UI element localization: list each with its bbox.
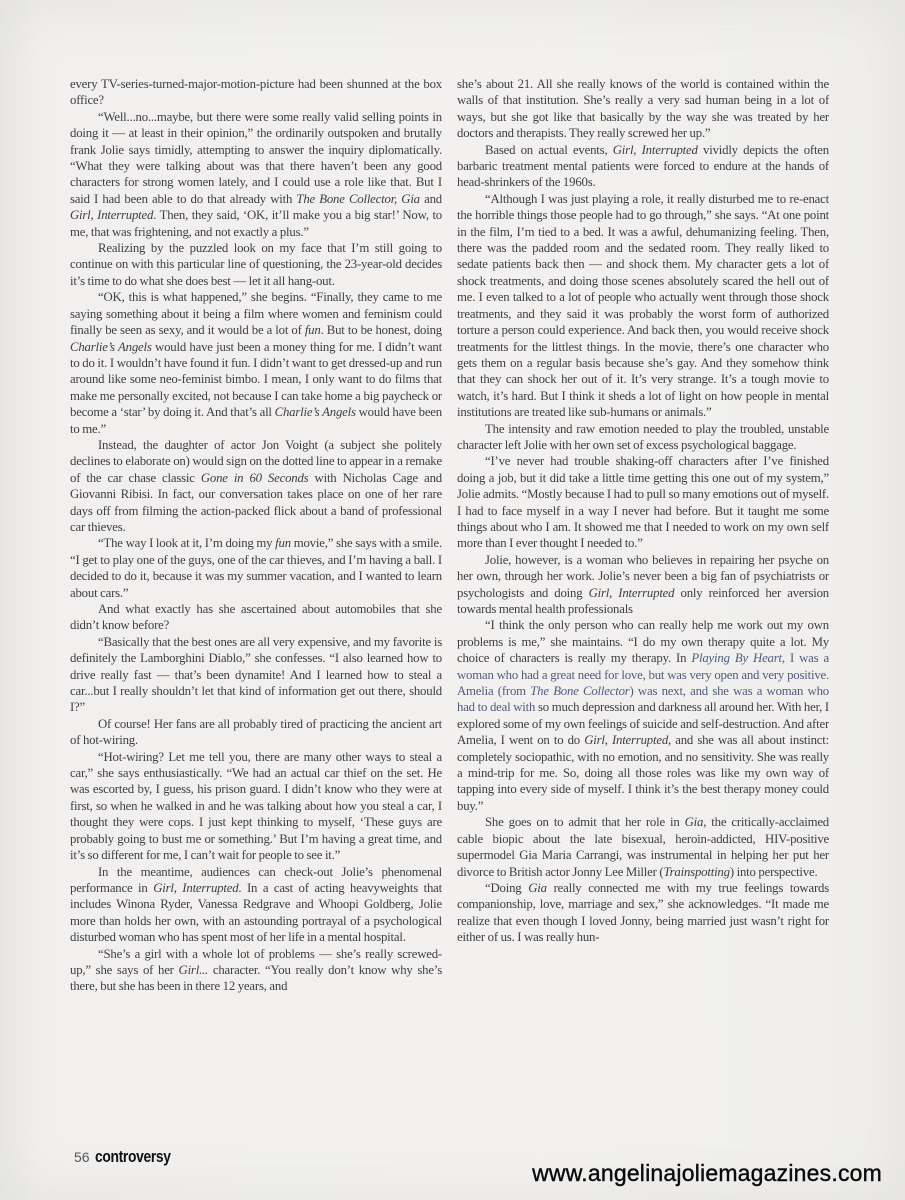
- italic-title-text: Playing By Heart: [691, 651, 782, 666]
- paragraph: [70, 289, 442, 437]
- paragraph: [70, 634, 442, 716]
- body-text: “Although I was just playing a role, it really disturbed me to re-enact the horrible things those people had to go through,” she says. “At one point in the film, I’m tied to a bed. It was a awful, dehumanizing feeling. Then, there was the padded room and the sedated room. They really liked to sedate patients back then — and shock them. My character gets a lot of shock treatments, and doing those scenes absolutely scared the hell out of me. I even talked to a lot of people who actually went through those shock treatments, and they said it was probably the worst form of authorized torture a person could experience. And back then, you would receive shock treatments for the littlest things. In the movie, there’s one character who gets them on a regular basis because she’s gay. And they somehow think that they can shock her out of it. It’s very strange. It’s a tough movie to watch, it’s hard. But I think it sheds a lot of light on how people in mental institutions are treated like sub-humans or animals.”: [457, 191, 829, 420]
- paragraph: [457, 453, 829, 551]
- body-text: character. “You really don’t know why she’s there, but she has been in there 12 years, and: [70, 962, 442, 994]
- body-text: movie,” she says with a smile. “I get to play one of the guys, one of the car thieves, and I’m having a ball. I decided to do it, because it was my summer vacation, and I wanted to learn about cars.”: [70, 536, 442, 600]
- paragraph: [70, 535, 442, 601]
- paragraph: [70, 240, 442, 289]
- italic-title-text: Girl, Interrupted: [153, 880, 239, 895]
- paragraph: [70, 716, 442, 749]
- body-text: with Nicholas Cage and Giovanni Ribisi. In fact, our conversation takes place on one of her rare days off from filming the action-packed flick about a band of professional car thieves.: [70, 470, 442, 534]
- body-text: Instead, the daughter of actor Jon Voight (a subject she politely declines to elaborate on) would sign on the dotted line to appear in a remake of the car chase classic: [70, 437, 442, 485]
- italic-title-text: The Bone Collector: [530, 684, 630, 699]
- italic-title-text: Girl, Interrupted: [588, 585, 675, 600]
- paragraph: [70, 864, 442, 946]
- body-text: “I think the only person who can really help me work out my own problems is me,” she maintains. “I do my own therapy quite a lot. My choice of characters is really my therapy. In: [457, 618, 829, 666]
- body-text: “Hot-wiring? Let me tell you, there are many other ways to steal a car,” she says enthusiastically. “We had an actual car thief on the set. He was escorted by, I guess, his prison guard. I didn’t know who they were at first, so when he walked in and he was talking about how you steal a car, I thought they were cops. I just kept thinking to myself, ‘These guys are probably going to bust me or something.’ But I’m having a great time, and it’s so different for me, I can’t wait for people to see it.”: [70, 749, 442, 863]
- paragraph: [70, 749, 442, 864]
- body-text: Jolie, however, is a woman who believes in repairing her psyche on her own, through her work. Jolie’s never been a big fan of psychiatrists or psychologists and doing: [457, 552, 829, 600]
- body-text: she’s about 21. All she really knows of the world is contained within the walls of that institution. She’s really a very sad human being in a lot of ways, but she got like that basically by the way she was treated by her doctors and therapists. They really screwed her up.”: [457, 77, 829, 141]
- body-text: so much depression and darkness all around her. With her, I explored some of my own feelings of suicide and self-destruction. And after Amelia, I went on to do: [457, 700, 829, 748]
- italic-title-text: Girl, Interrupted: [70, 208, 154, 223]
- body-text: Realizing by the puzzled look on my face that I’m still going to continue on with this particular line of questioning, the 23-year-old decides it’s time to do what she does best — let it all hang-out.: [70, 241, 442, 288]
- paragraph: [457, 142, 829, 191]
- italic-title-text: Girl, Interrupted: [612, 142, 698, 157]
- paragraph: [70, 76, 442, 109]
- page-number: 56: [74, 1149, 90, 1165]
- body-text: would have just been a money thing for me. I didn’t want to do it. I wouldn’t have found it fun. I didn’t want to get dressed-up and run around like some neo-feminist bimbo. I mean, I only want to do films that make me personally excited, not because I can take home a big paycheck or become a ‘star’ by doing it. And that’s all: [70, 339, 442, 420]
- paragraph: [70, 946, 442, 995]
- paragraph: [457, 814, 829, 880]
- body-text: really connected me with my true feelings towards companionship, love, marriage and sex,” she acknowledges. “It made me realize that even though I loved Jonny, being married just wasn’t right for either of us. I was really hun-: [457, 880, 829, 945]
- article-column-left: [70, 76, 442, 1150]
- body-text: In the meantime, audiences can check-out Jolie’s phenomenal performance in: [70, 864, 442, 895]
- paragraph: [457, 76, 829, 142]
- body-text: , and she was all about instinct: completely sociopathic, with no emotion, and no sensitivity. She was really a mind-trip for me. So, doing all those roles was like my own way of tapping into every side of myself. I think it’s the best therapy money could buy.”: [457, 733, 829, 813]
- magazine-logo: controversy: [94, 1148, 171, 1166]
- body-text: Based on actual events,: [485, 142, 613, 157]
- paragraph: [70, 109, 442, 240]
- italic-title-text: fun: [304, 323, 321, 338]
- article-column-right: [457, 76, 829, 1150]
- body-text: “She’s a girl with a whole lot of problems — she’s really screwed-up,” she says of her: [70, 946, 442, 977]
- italic-title-text: Gia: [684, 815, 704, 830]
- paragraph: [457, 880, 829, 946]
- italic-title-text: fun: [275, 536, 291, 551]
- article-body: [70, 76, 829, 1150]
- page-footer: [74, 1148, 185, 1167]
- paragraph: [70, 437, 442, 535]
- body-text: “The way I look at it, I’m doing my: [98, 536, 276, 551]
- italic-title-text: The Bone Collector, Gia: [296, 191, 420, 206]
- body-text: ) into perspective.: [729, 864, 818, 879]
- body-text: . Then, they said, ‘OK, it’ll make you a big star!’ Now, to me, that was frightening, and not exactly a plus.”: [70, 208, 442, 239]
- italic-title-text: Trainspotting: [663, 864, 730, 879]
- body-text: “Basically that the best ones are all very expensive, and my favorite is definitely the Lamborghini Diablo,” she confesses. “I also learned how to drive really fast — that’s been dynamite! And I learned how to steal a car...but I really shouldn’t let that kind of information get out there, should I?”: [70, 634, 442, 715]
- body-text: only reinforced her aversion towards mental health professionals: [457, 585, 829, 616]
- italic-title-text: Gone in 60 Seconds: [200, 470, 309, 485]
- paragraph: [457, 421, 829, 454]
- italic-title-text: Gia: [528, 880, 547, 895]
- body-text: , I was a woman who had a great need for love, but was very open and very positive. Amelia (from: [457, 651, 829, 699]
- italic-title-text: Charlie’s Angels: [274, 405, 356, 420]
- body-text: . In a cast of acting heavyweights that includes Winona Ryder, Vanessa Redgrave and Whoopi Goldberg, Jolie more than holds her own, with an astounding portrayal of a psychological disturbed woman who has spent most of her life in a mental hospital.: [70, 880, 442, 945]
- website-url: www.angelinajoliemagazines.com: [532, 1160, 882, 1186]
- body-text: and: [419, 191, 442, 206]
- body-text: She goes on to admit that her role in: [485, 815, 685, 830]
- body-text: “I’ve never had trouble shaking-off characters after I’ve finished doing a job, but it did take a little time getting this one out of my system,” Jolie admits. “Mostly because I had to pull so many emotions out of myself. I had to face myself in a way I never had before. But it taught me some things about who I am. It showed me that I needed to work on my own self more than I ever thought I needed to.”: [457, 454, 829, 551]
- body-text: The intensity and raw emotion needed to play the troubled, unstable character left Jolie with her own set of excess psychological baggage.: [457, 421, 829, 452]
- paragraph: [70, 601, 442, 634]
- body-text: vividly depicts the often barbaric treatment mental patients were forced to endure at the hands of head-shrinkers of the 1960s.: [457, 142, 829, 190]
- italic-title-text: Girl, Interrupted: [584, 733, 669, 748]
- body-text: Of course! Her fans are all probably tired of practicing the ancient art of hot-wiring.: [70, 716, 442, 748]
- body-text: , the critically-acclaimed cable biopic about the late bisexual, heroin-addicted, HIV-positive supermodel Gia Maria Carrangi, was instrumental in helping her put her divorce to British actor Jonny Lee Miller (: [457, 815, 829, 879]
- body-text: “Doing: [485, 880, 529, 895]
- paragraph: [457, 617, 829, 814]
- body-text: . But to be honest, doing: [320, 323, 442, 338]
- body-text: would have been to me.”: [70, 405, 442, 436]
- body-text: ) was next, and she was a woman who had to deal with: [457, 684, 829, 715]
- paragraph: [457, 191, 829, 421]
- body-text: “OK, this is what happened,” she begins. “Finally, they came to me saying something about it being a film where women and feminism could finally be seen as sexy, and it would be a lot of: [70, 290, 442, 338]
- paragraph: [457, 552, 829, 618]
- italic-title-text: Charlie’s Angels: [70, 339, 152, 354]
- italic-title-text: Girl...: [178, 962, 209, 977]
- body-text: every TV-series-turned-major-motion-picture had been shunned at the box office?: [70, 77, 442, 108]
- body-text: “Well...no...maybe, but there were some really valid selling points in doing it — at least in their opinion,” the ordinarily outspoken and brutally frank Jolie says timidly, attempting to answer the inquiry diplomatically. “What they were talking about was that there haven’t been any good characters for strong women lately, and I could use a role like that. But I said I had been able to do that already with: [70, 109, 442, 206]
- body-text: And what exactly has she ascertained about automobiles that she didn’t know before?: [70, 602, 442, 633]
